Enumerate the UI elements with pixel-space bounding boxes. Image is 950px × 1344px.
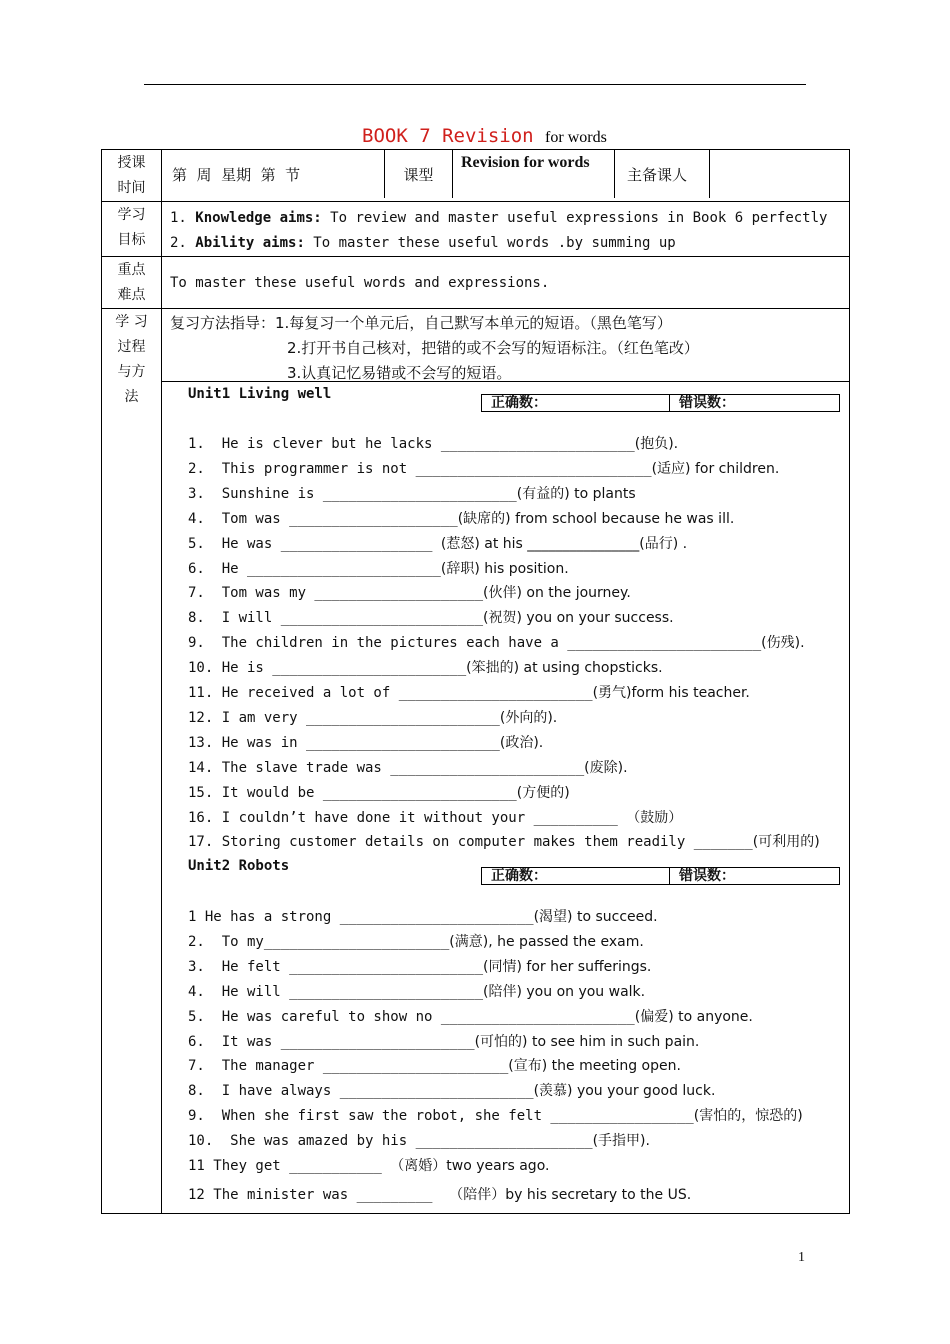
exercise-prompt: 9. The children in the pictures each have a _______________________ (188, 635, 762, 652)
exercise-item[interactable] (188, 1156, 549, 1176)
exercise-prompt: 15. It would be _______________________ (188, 784, 517, 801)
page-number: 1 (798, 1250, 805, 1265)
exercise-prompt: 2. This programmer is not ____________________________ (188, 460, 652, 477)
method-line-1: 复习方法指导：1.每复习一个单元后，自己默写本单元的短语。（黑色笔写） (170, 314, 672, 332)
exercise-hint: (伤残). (761, 635, 805, 652)
exercise-prompt: 5. He was careful to show no _______________________ (188, 1008, 635, 1025)
exercise-prompt: 17. Storing customer details on computer makes them readily _______ (188, 834, 753, 851)
exercise-hint: (缺席的) from school because he was ill. (457, 510, 735, 527)
aim-ability (170, 231, 849, 256)
exercise-prompt: 6. It was _______________________ (188, 1033, 475, 1050)
page-title (362, 125, 607, 147)
exercise-hint: (废除). (584, 759, 628, 776)
exercise-hint: (辞职) his position. (440, 560, 569, 577)
exercise-item[interactable] (188, 1185, 691, 1205)
exercise-item[interactable] (188, 1106, 803, 1126)
exercise-item[interactable] (188, 957, 651, 977)
exercise-hint: (祝贺) you on your success. (483, 610, 674, 627)
exercise-item[interactable] (188, 658, 663, 678)
aims-label-line1: 学习 (117, 207, 146, 223)
aim2-text: To master these useful words .by summing up (304, 235, 676, 251)
exercise-prompt: 9. When she first saw the robot, she felt _________________ (188, 1108, 694, 1125)
type-value: Revision for words (453, 150, 615, 198)
aim1-heading: Knowledge aims: (195, 210, 322, 226)
exercise-hint: (陪伴) you on you walk. (483, 983, 646, 1000)
exercise-hint: (渴望) to succeed. (533, 909, 658, 925)
exercise-item[interactable] (188, 708, 557, 728)
exercise-item[interactable] (188, 1056, 681, 1076)
unit2-title: Unit2 Robots (188, 858, 290, 874)
exercise-item[interactable] (188, 608, 674, 628)
exercise-item[interactable] (188, 832, 820, 852)
exercise-hint: (手指甲). (592, 1133, 650, 1150)
exercise-hint: (宣布) the meeting open. (508, 1058, 681, 1075)
aim1-text: To review and master useful expressions in Book 6 perfectly (321, 210, 828, 226)
exercise-item[interactable] (188, 907, 658, 927)
aim2-num: 2. (170, 235, 196, 251)
exercise-prompt: 13. He was in _______________________ (188, 734, 500, 751)
exercise-item[interactable] (188, 1081, 715, 1101)
exercise-prompt: 14. The slave trade was _______________________ (188, 759, 585, 776)
title-sub: for words (545, 129, 607, 146)
header-rule (144, 84, 806, 85)
exercise-hint: (有益的) to plants (516, 485, 636, 502)
exercise-hint: (政治). (499, 734, 544, 751)
focus-label-line2: 难点 (117, 287, 146, 303)
exercise-item[interactable] (188, 932, 644, 952)
aims-label (102, 202, 162, 257)
time-label-line1: 授课 (117, 155, 146, 171)
exercise-hint: (勇气)form his teacher. (592, 685, 750, 701)
unit2-score-box[interactable] (481, 867, 840, 885)
exercise-item[interactable] (188, 758, 628, 778)
title-main: BOOK 7 Revision (362, 125, 534, 147)
exercise-item[interactable] (188, 484, 636, 504)
unit1-correct-label: 正确数： (482, 395, 670, 411)
unit1-title: Unit1 Living well (188, 386, 332, 402)
exercise-item[interactable] (188, 434, 678, 454)
aim1-num: 1. (170, 210, 196, 226)
exercise-item[interactable] (188, 509, 734, 529)
exercise-item[interactable] (188, 1032, 699, 1052)
exercise-prompt: 16. I couldn’t have done it without your __________ (188, 809, 627, 826)
exercise-hint: (抱负). (634, 436, 679, 452)
exercise-hint: （鼓励） (626, 809, 683, 826)
exercise-prompt: 10. She was amazed by his _____________________ (188, 1133, 593, 1150)
exercise-prompt: 12. I am very _______________________ (188, 709, 500, 726)
exercise-hint: (害怕的，惊恐的) (693, 1108, 803, 1125)
focus-content: To master these useful words and expressions. (162, 257, 850, 309)
exercise-hint: (适应) for children. (651, 460, 780, 477)
exercise-prompt: 2. To my______________________ (188, 933, 450, 950)
time-label-line2: 时间 (117, 180, 146, 196)
exercise-prompt: 3. He felt _______________________ (188, 958, 484, 975)
exercise-hint: (伙伴) on the journey. (483, 585, 631, 602)
unit1-score-box[interactable] (481, 394, 840, 412)
process-label (102, 309, 162, 1214)
exercise-prompt: 7. Tom was my ____________________ (188, 585, 484, 602)
process-label-line4: 法 (124, 389, 139, 405)
exercise-prompt: 10. He is _______________________ (188, 660, 467, 677)
exercise-prompt: 6. He _______________________ (188, 560, 441, 577)
teacher-value[interactable] (710, 150, 849, 198)
aims-content (162, 202, 850, 257)
focus-label (102, 257, 162, 309)
time-label (102, 150, 162, 202)
exercise-hint: (偏爱) to anyone. (634, 1008, 753, 1025)
exercise-hint: (可怕的) to see him in such pain. (474, 1033, 700, 1050)
focus-label-line1: 重点 (117, 262, 146, 278)
process-content (162, 309, 850, 1214)
process-label-line1: 学 习 (115, 314, 148, 330)
exercise-item[interactable] (188, 1131, 650, 1151)
unit2-wrong-label: 错误数： (679, 868, 735, 884)
exercise-prompt: 3. Sunshine is _______________________ (188, 485, 517, 502)
lesson-plan-table (101, 149, 850, 1214)
exercise-item[interactable] (188, 1007, 753, 1027)
aim-knowledge (170, 206, 849, 231)
exercise-prompt: 8. I will ________________________ (188, 610, 484, 627)
process-label-line2: 过程 (117, 339, 146, 355)
exercise-hint: (外向的). (499, 709, 558, 726)
process-label-line3: 与方 (117, 364, 146, 380)
exercise-item[interactable] (188, 559, 569, 579)
exercise-hint: （离婚）two years ago. (390, 1158, 550, 1174)
aims-label-line2: 目标 (117, 232, 146, 248)
exercise-hint: (可利用的) (752, 834, 820, 851)
exercise-item[interactable] (188, 583, 631, 603)
exercise-hint: (方便的) (516, 784, 570, 801)
teacher-label: 主备课人 (615, 150, 710, 198)
exercise-item[interactable] (188, 733, 543, 753)
exercise-prompt: 11. He received a lot of _______________________ (188, 685, 593, 701)
exercise-item[interactable] (188, 633, 805, 653)
type-label: 课型 (385, 150, 453, 198)
method-line-2: 2.打开书自己核对，把错的或不会写的短语标注。（红色笔改） (287, 339, 699, 357)
exercise-item[interactable] (188, 459, 779, 479)
exercise-item[interactable] (188, 683, 750, 703)
method-line-3: 3.认真记忆易错或不会写的短语。 (287, 364, 512, 382)
exercise-hint: (同情) for her sufferings. (483, 958, 652, 975)
schedule-cell: 第 周 星期 第 节 (162, 150, 385, 198)
exercise-item[interactable] (188, 534, 687, 554)
exercise-item[interactable] (188, 982, 645, 1002)
exercise-hint: (惹怒) at his ________________(品行) . (440, 535, 688, 552)
exercise-prompt: 1 He has a strong _______________________ (188, 909, 534, 925)
exercise-prompt: 12 The minister was _________ (188, 1186, 450, 1203)
exercise-hint: (笨拙的) at using chopsticks. (466, 660, 663, 677)
header-row (162, 150, 850, 202)
exercise-item[interactable] (188, 808, 682, 828)
exercise-prompt: 4. Tom was ____________________ (188, 510, 458, 527)
exercise-prompt: 8. I have always _______________________ (188, 1083, 534, 1100)
exercise-prompt: 4. He will _______________________ (188, 983, 484, 1000)
unit2-correct-label: 正确数： (482, 868, 670, 884)
exercise-item[interactable] (188, 783, 570, 803)
review-method (162, 309, 849, 382)
exercise-hint: （陪伴）by his secretary to the US. (449, 1186, 692, 1203)
units-area (162, 382, 849, 1212)
exercise-prompt: 5. He was __________________ (188, 535, 441, 552)
exercise-prompt: 7. The manager ______________________ (188, 1058, 509, 1075)
exercise-hint: (满意), he passed the exam. (449, 933, 644, 950)
exercise-prompt: 11 They get ___________ (188, 1158, 391, 1174)
exercise-hint: (羡慕) you your good luck. (533, 1083, 716, 1100)
exercise-prompt: 1. He is clever but he lacks _______________________ (188, 436, 635, 452)
aim2-heading: Ability aims: (195, 235, 305, 251)
unit1-wrong-label: 错误数： (679, 395, 735, 411)
